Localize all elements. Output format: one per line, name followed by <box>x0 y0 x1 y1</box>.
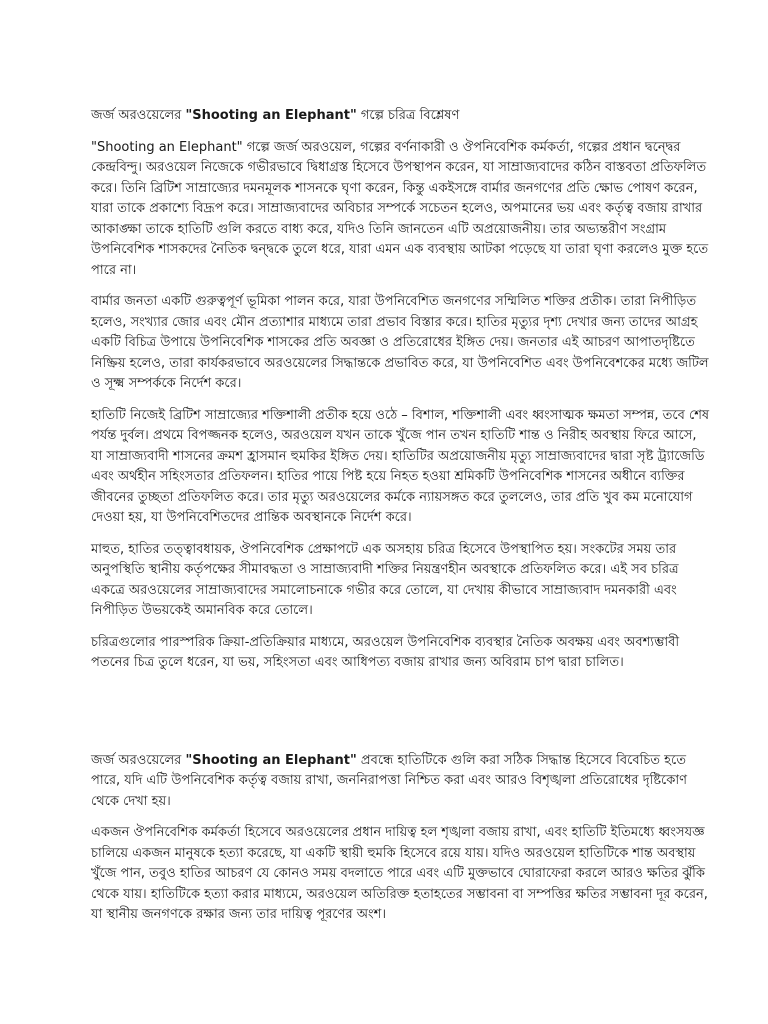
title-prefix: জর্জ অরওয়েলের <box>91 108 186 123</box>
paragraph-narrator: "Shooting an Elephant" গল্পে জর্জ অরওয়েল, গল্পের বর্ণনাকারী ও ঔপনিবেশিক কর্মকর্তা, গল্পের প্রধান দ্বন্দ্বের কেন্দ্রবিন্দু। অরওয়েল নিজেকে গভীরভাবে দ্বিধাগ্রস্ত হিসেবে উপস্থাপন করেন, যা সাম্রাজ্যবাদের কঠিন বাস্তবতা প্রতিফলিত করে। তিনি ব্রিটিশ সাম্রাজ্যের দমনমূলক শাসনকে ঘৃণা করেন, কিন্তু একইসঙ্গে বার্মার জনগণের প্রতি ক্ষোভ পোষণ করেন, যারা তাকে প্রকাশ্যে বিদ্রূপ করে। সাম্রাজ্যবাদের অবিচার সম্পর্কে সচেতন হলেও, অপমানের ভয় এবং কর্তৃত্ব বজায় রাখার আকাঙ্ক্ষা তাকে হাতিটি গুলি করতে বাধ্য করে, যদিও তিনি জানতেন এটি অপ্রয়োজনীয়। তার অভ্যন্তরীণ সংগ্রাম উপনিবেশিক শাসকদের নৈতিক দ্বন্দ্বকে তুলে ধরে, যারা এমন এক ব্যবস্থায় আটকা পড়েছে যা তারা ঘৃণা করলেও মুক্ত হতে পারে না। <box>91 139 709 278</box>
paragraph-conclusion: চরিত্রগুলোর পারস্পরিক ক্রিয়া-প্রতিক্রিয়ার মাধ্যমে, অরওয়েল উপনিবেশিক ব্যবস্থার নৈতিক অবক্ষয় এবং অবশ্যম্ভাবী পতনের চিত্র তুলে ধরেন, যা ভয়, সহিংসতা এবং আধিপত্য বজায় রাখার জন্য অবিরাম চাপ দ্বারা চালিত। <box>91 634 680 670</box>
paragraph-decision-intro <box>91 751 711 813</box>
document-body <box>91 106 711 926</box>
title-suffix: গল্পে চরিত্র বিশ্লেষণ <box>356 108 460 123</box>
decision-bold: "Shooting an Elephant" <box>185 752 357 768</box>
paragraph-duty: একজন ঔপনিবেশিক কর্মকর্তা হিসেবে অরওয়েলের প্রধান দায়িত্ব হল শৃঙ্খলা বজায় রাখা, এবং হাতিটি ইতিমধ্যে ধ্বংসযজ্ঞ চালিয়ে একজন মানুষকে হত্যা করেছে, যা একটি স্থায়ী হুমকি হিসেবে রয়ে যায়। যদিও অরওয়েল হাতিটিকে শান্ত অবস্থায় খুঁজে পান, তবুও হাতির আচরণ যে কোনও সময় বদলাতে পারে এবং এটি মুক্তভাবে ঘোরাফেরা করলে আরও ক্ষতির ঝুঁকি থেকে যায়। হাতিটিকে হত্যা করার মাধ্যমে, অরওয়েল অতিরিক্ত হতাহতের সম্ভাবনা বা সম্পত্তির ক্ষতির সম্ভাবনা দূর করেন, যা স্থানীয় জনগণকে রক্ষার জন্য তার দায়িত্ব পূরণের অংশ। <box>91 825 708 922</box>
paragraph-elephant: হাতিটি নিজেই ব্রিটিশ সাম্রাজ্যের শক্তিশালী প্রতীক হয়ে ওঠে – বিশাল, শক্তিশালী এবং ধ্বংসাত্মক ক্ষমতা সম্পন্ন, তবে শেষ পর্যন্ত দুর্বল। প্রথমে বিপজ্জনক হলেও, অরওয়েল যখন তাকে খুঁজে পান তখন হাতিটি শান্ত ও নিরীহ অবস্থায় ফিরে আসে, যা সাম্রাজ্যবাদী শাসনের ক্রমশ হ্রাসমান হুমকির ইঙ্গিত দেয়। হাতিটির অপ্রয়োজনীয় মৃত্যু সাম্রাজ্যবাদের দ্বারা সৃষ্ট ট্র্যাজেডি এবং অর্থহীন সহিংসতার প্রতিফলন। হাতির পায়ে পিষ্ট হয়ে নিহত হওয়া শ্রমিকটি উপনিবেশিক শাসনের অধীনে ব্যক্তির জীবনের তুচ্ছতা প্রতিফলিত করে। তার মৃত্যু অরওয়েলের কর্মকে ন্যায়সঙ্গত করে তুললেও, তার প্রতি খুব কম মনোযোগ দেওয়া হয়, যা উপনিবেশিতদের প্রান্তিক অবস্থানকে নির্দেশ করে। <box>91 407 710 525</box>
decision-prefix: জর্জ অরওয়েলের <box>91 752 186 768</box>
title-bold: "Shooting an Elephant" <box>185 108 357 123</box>
paragraph-crowd: বার্মার জনতা একটি গুরুত্বপূর্ণ ভূমিকা পালন করে, যারা উপনিবেশিত জনগণের সম্মিলিত শক্তির প্রতীক। তারা নিপীড়িত হলেও, সংখ্যার জোর এবং মৌন প্রত্যাশার মাধ্যমে তারা প্রভাব বিস্তার করে। হাতির মৃত্যুর দৃশ্য দেখার জন্য তাদের আগ্রহ একটি বিচিত্র উপায়ে উপনিবেশিক শাসকের প্রতি অবজ্ঞা ও প্রতিরোধের ইঙ্গিত দেয়। জনতার এই আচরণ আপাতদৃষ্টিতে নিষ্ক্রিয় হলেও, তারা কার্যকরভাবে অরওয়েলের সিদ্ধান্তকে প্রভাবিত করে, যা উপনিবেশিত এবং উপনিবেশকের মধ্যে জটিল ও সূক্ষ্ম সম্পর্ককে নির্দেশ করে। <box>91 294 709 391</box>
paragraph-mahout: মাহুত, হাতির তত্ত্বাবধায়ক, ঔপনিবেশিক প্রেক্ষাপটে এক অসহায় চরিত্র হিসেবে উপস্থাপিত হয়। সংকটের সময় তার অনুপস্থিতি স্থানীয় কর্তৃপক্ষের সীমাবদ্ধতা ও সাম্রাজ্যবাদী শক্তির নিয়ন্ত্রণহীন অবস্থাকে প্রতিফলিত করে। এই সব চরিত্র একত্রে অরওয়েলের সাম্রাজ্যবাদের সমালোচনাকে গভীর করে তোলে, যা দেখায় কীভাবে সাম্রাজ্যবাদ দমনকারী এবং নিপীড়িত উভয়কেই অমানবিক করে তোলে। <box>91 541 679 618</box>
decision-suffix: প্রবন্ধে হাতিটিকে গুলি করা সঠিক সিদ্ধান্ত হিসেবে বিবেচিত হতে পারে, যদি এটি উপনিবেশিক কর্তৃত্ব বজায় রাখা, জননিরাপত্তা নিশ্চিত করা এবং আরও বিশৃঙ্খলা প্রতিরোধের দৃষ্টিকোণ থেকে দেখা হয়। <box>91 752 688 809</box>
section-title <box>91 106 711 127</box>
